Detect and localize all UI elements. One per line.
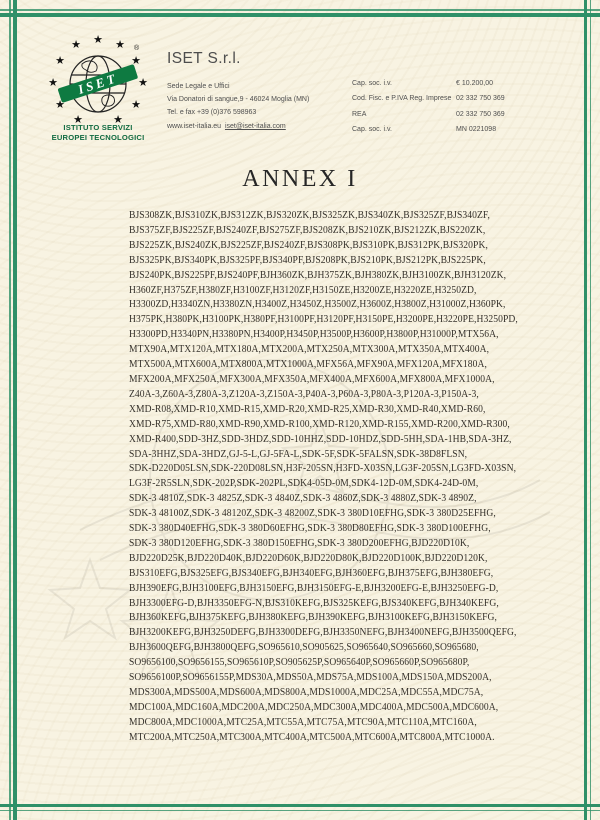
phone-line: Tel. e fax +39 (0)376 598963 — [167, 109, 257, 117]
globe-stars-icon — [48, 34, 148, 128]
product-code-line: BJS240PK,BJS225PF,BJS240PF,BJH360ZK,BJH375ZK,BJH380ZK,BJH3100ZK,BJH3120ZK, — [129, 268, 507, 281]
product-code-line: MDC800A,MDC1000A,MTC25A,MTC55A,MTC75A,MTC90A,MTC110A,MTC160A, — [129, 715, 477, 728]
product-code-line: MDS300A,MDS500A,MDS600A,MDS800A,MDS1000A,MDC25A,MDC55A,MDC75A, — [129, 686, 484, 698]
svg-text:★: ★ — [73, 114, 83, 126]
frame-right-outer-line — [590, 0, 592, 820]
frame-bottom-outer-line — [0, 810, 600, 812]
product-code-line: SDA-3HHZ,SDA-3HDZ,GJ-5-L,GJ-5FA-L,SDK-5F,SDK-5FALSN,SDK-38D8FLSN, — [129, 447, 468, 460]
frame-right-inner-line — [584, 0, 588, 820]
svg-text:★: ★ — [113, 114, 123, 126]
svg-text:★: ★ — [71, 39, 81, 51]
product-code-line: MTX90A,MTX120A,MTX180A,MTX200A,MTX250A,MTX300A,MTX350A,MTX400A, — [129, 343, 490, 356]
product-code-line: MTX500A,MTX600A,MTX800A,MTX1000A,MFX56A,MFX90A,MFX120A,MFX180A, — [129, 358, 488, 371]
product-code-line: XMD-R400,SDD-3HZ,SDD-3HDZ,SDD-10HHZ,SDD-10HDZ,SDD-5HH,SDA-1HB,SDA-3HZ, — [129, 432, 512, 445]
company-details — [167, 80, 309, 133]
product-code-line: H3300PD,H3340PN,H3380PN,H3400P,H3450P,H3500P,H3600P,H3800P,H31000P,MTX56A, — [129, 328, 499, 341]
product-code-list — [129, 208, 518, 745]
registry-value: € 10.200,00 — [456, 80, 493, 87]
registry-label: REA — [352, 110, 367, 118]
product-code-line: MDC100A,MDC160A,MDC200A,MDC250A,MDC300A,MDC400A,MDC500A,MDC600A, — [129, 700, 499, 713]
registry-value: MN 0221098 — [456, 126, 497, 134]
product-code-line: BJD220D25K,BJD220D40K,BJD220D60K,BJD220D80K,BJD220D100K,BJD220D120K, — [129, 551, 488, 564]
product-code-line: SDK-D220D05LSN,SDK-220D08LSN,H3F-205SN,H3FD-X03SN,LG3F-205SN,LG3FD-X03SN, — [129, 462, 517, 475]
product-code-line: BJH360KEFG,BJH375KEFG,BJH380KEFG,BJH390KEFG,BJH3100KEFG,BJH3150KEFG, — [129, 611, 498, 624]
svg-text:★: ★ — [48, 77, 58, 89]
website-url: www.iset-italia.eu — [167, 122, 222, 130]
annex-title: ANNEX I — [242, 166, 358, 192]
registry-value: 02 332 750 369 — [456, 110, 505, 118]
registry-row — [352, 126, 505, 141]
office-line: Sede Legale e Uffici — [167, 83, 230, 90]
product-code-line: SDK-3 4810Z,SDK-3 4825Z,SDK-3 4840Z,SDK-3 4860Z,SDK-3 4880Z,SDK-3 4890Z, — [129, 492, 477, 505]
product-code-line: BJH3200KEFG,BJH3250DEFG,BJH3300DEFG,BJH3350NEFG,BJH3400NEFG,BJH3500QEFG, — [129, 626, 517, 639]
registry-label: Cap. soc. i.v. — [352, 80, 392, 87]
registry-row — [352, 80, 505, 95]
registry-label: Cap. soc. i.v. — [352, 126, 392, 134]
svg-text:★: ★ — [93, 34, 103, 46]
registry-row — [352, 95, 505, 110]
company-name: ISET S.r.l. — [167, 50, 241, 67]
product-code-line: BJS325PK,BJS340PK,BJS325PF,BJS340PF,BJS208PK,BJS210PK,BJS212PK,BJS225PK, — [129, 253, 486, 266]
svg-text:★: ★ — [131, 99, 141, 111]
frame-left-inner-line — [13, 0, 17, 820]
product-code-line: LG3F-2R5SLN,SDK-202P,SDK-202PL,SDK4-05D-0M,SDK4-12D-0M,SDK4-24D-0M, — [129, 477, 479, 490]
frame-top-inner-line — [0, 13, 600, 17]
svg-text:ISET: ISET — [76, 70, 120, 97]
registered-mark: ® — [134, 45, 140, 52]
product-code-line: BJS310EFG,BJS325EFG,BJS340EFG,BJH340EFG,BJH360EFG,BJH375EFG,BJH380EFG, — [129, 566, 494, 579]
svg-text:★: ★ — [55, 99, 65, 111]
product-code-line: XMD-R08,XMD-R10,XMD-R15,XMD-R20,XMD-R25,XMD-R30,XMD-R40,XMD-R60, — [129, 402, 486, 415]
product-code-line: BJS375ZF,BJS225ZF,BJS240ZF,BJS275ZF,BJS208ZK,BJS210ZK,BJS212ZK,BJS220ZK, — [129, 223, 486, 236]
registry-label: Cod. Fisc. e P.IVA Reg. Imprese — [352, 95, 452, 103]
product-code-line: H375PK,H380PK,H3100PK,H380PF,H3100PF,H3120PF,H3150PE,H3200PE,H3220PE,H3250PD, — [129, 313, 518, 326]
product-code-line: SDK-3 380D120EFHG,SDK-3 380D150EFHG,SDK-3 380D200EFHG,BJD220D10K, — [129, 536, 470, 549]
product-code-line: XMD-R75,XMD-R80,XMD-R90,XMD-R100,XMD-R120,XMD-R155,XMD-R200,XMD-R300, — [129, 417, 510, 430]
organization-name: ISTITUTO SERVIZI EUROPEI TECNOLOGICI — [51, 123, 145, 142]
product-code-line: BJS308ZK,BJS310ZK,BJS312ZK,BJS320ZK,BJS325ZK,BJS340ZK,BJS325ZF,BJS340ZF, — [129, 209, 491, 221]
street-line: Via Donatori di sangue,9 - 46024 Moglia (MN) — [167, 96, 310, 104]
svg-text:★: ★ — [55, 55, 65, 67]
product-code-line: H360ZF,H375ZF,H380ZF,H3100ZF,H3120ZF,H3150ZE,H3200ZE,H3220ZE,H3250ZD, — [129, 283, 477, 296]
registry-value: 02 332 750 369 — [456, 95, 505, 103]
product-code-line: H3300ZD,H3340ZN,H3380ZN,H3400Z,H3450Z,H3500Z,H3600Z,H3800Z,H31000Z,H360PK, — [129, 298, 506, 311]
product-code-line: BJH3600QEFG,BJH3800QEFG,SO965610,SO905625,SO965640,SO965660,SO965680, — [129, 641, 479, 654]
product-code-line: BJH390EFG,BJH3100EFG,BJH3150EFG,BJH3150EFG-E,BJH3200EFG-E,BJH3250EFG-D, — [129, 581, 499, 594]
product-code-line: BJS225ZK,BJS240ZK,BJS225ZF,BJS240ZF,BJS308PK,BJS310PK,BJS312PK,BJS320PK, — [129, 238, 488, 251]
frame-left-outer-line — [9, 0, 11, 820]
product-code-line: SO9656100,SO9656155,SO965610P,SO905625P,SO965640P,SO965660P,SO965680P, — [129, 656, 470, 669]
svg-text:★: ★ — [115, 39, 125, 51]
company-logo — [48, 34, 148, 128]
product-code-line: MTC200A,MTC250A,MTC300A,MTC400A,MTC500A,MTC600A,MTC800A,MTC1000A. — [129, 730, 495, 743]
registry-block — [352, 80, 505, 142]
product-code-line: SDK-3 380D40EFHG,SDK-3 380D60EFHG,SDK-3 380D80EFHG,SDK-3 380D100EFHG, — [129, 522, 491, 535]
registry-row — [352, 111, 505, 126]
frame-top-outer-line — [0, 9, 600, 11]
web-line — [167, 120, 309, 133]
product-code-line: SDK-3 48100Z,SDK-3 48120Z,SDK-3 48200Z,SDK-3 380D10EFHG,SDK-3 380D25EFHG, — [129, 507, 496, 520]
frame-bottom-inner-line — [0, 804, 600, 808]
product-code-line: BJH3300EFG-D,BJH3350EFG-N,BJS310KEFG,BJS325KEFG,BJS340KEFG,BJH340KEFG, — [129, 596, 499, 609]
product-code-line: Z40A-3,Z60A-3,Z80A-3,Z120A-3,Z150A-3,P40A-3,P60A-3,P80A-3,P120A-3,P150A-3, — [129, 387, 479, 400]
product-code-line: MFX200A,MFX250A,MFX300A,MFX350A,MFX400A,MFX600A,MFX800A,MFX1000A, — [129, 372, 495, 385]
svg-text:★: ★ — [138, 77, 148, 89]
email-link[interactable]: iset@iset-italia.com — [224, 122, 286, 130]
svg-text:★: ★ — [131, 55, 141, 67]
product-code-line: SO9656100P,SO9656155P,MDS30A,MDS50A,MDS75A,MDS100A,MDS150A,MDS200A, — [129, 671, 492, 684]
